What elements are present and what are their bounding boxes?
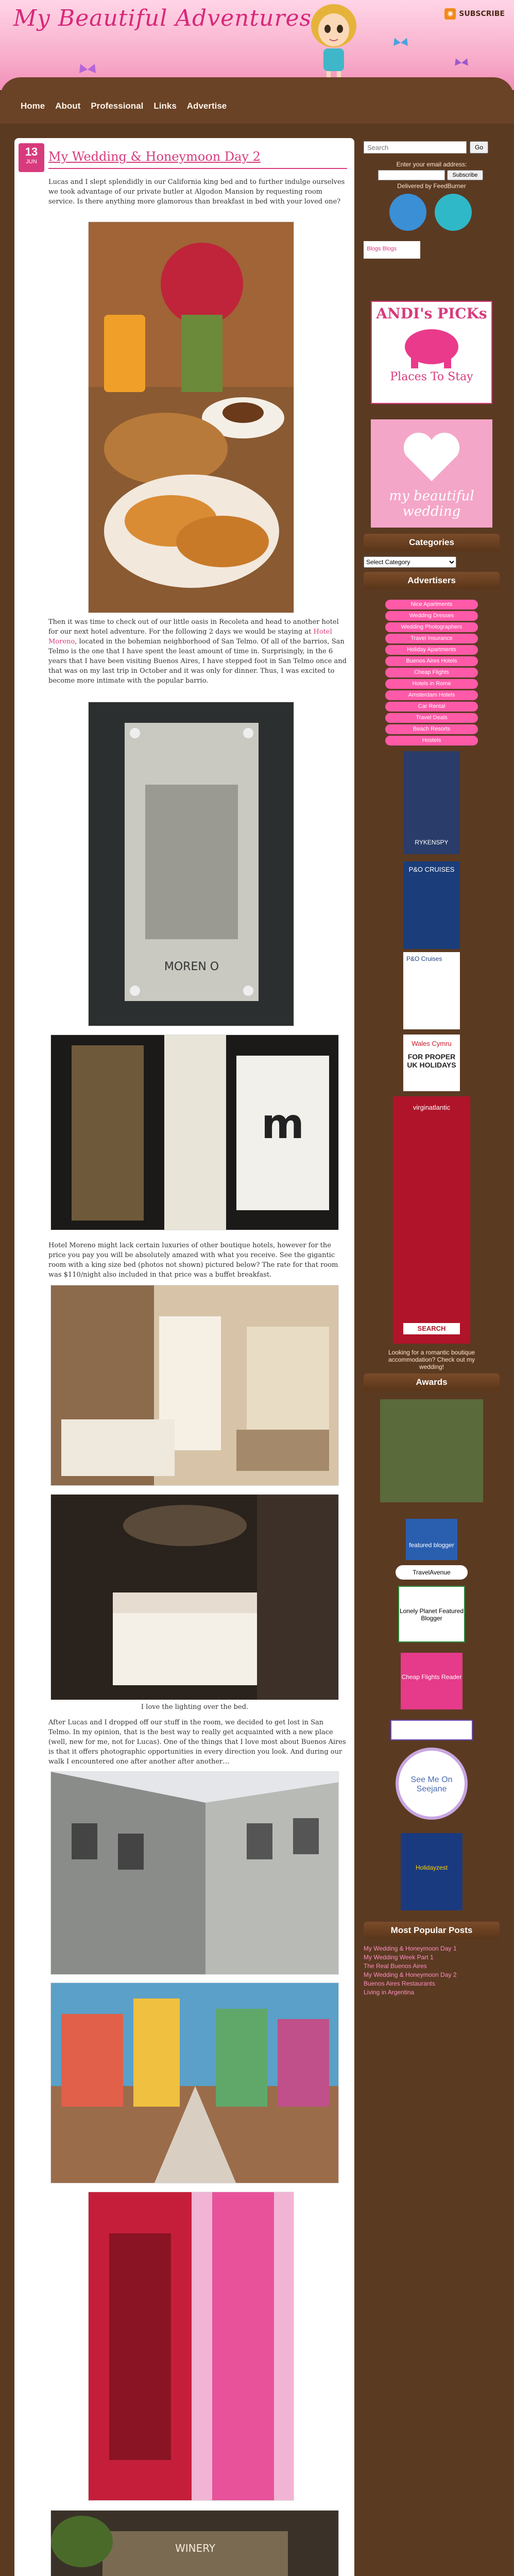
- popular-post-link[interactable]: The Real Buenos Aires: [364, 1962, 427, 1970]
- nav-links[interactable]: Links: [153, 101, 177, 111]
- featured-blogger-badge[interactable]: featured blogger: [406, 1519, 457, 1560]
- andis-picks-widget[interactable]: [371, 301, 492, 404]
- email-form: [378, 170, 483, 180]
- ad-link[interactable]: Car Rental: [385, 702, 478, 711]
- twitter-icon[interactable]: [435, 194, 472, 231]
- popular-posts-heading: Most Popular Posts: [364, 1922, 500, 1939]
- bedroom-illustration: [51, 1495, 339, 1700]
- pink-door-illustration: [89, 2192, 294, 2501]
- nav-advertise[interactable]: Advertise: [186, 101, 227, 111]
- rykenspy-ad[interactable]: RYKENSPY: [403, 751, 460, 854]
- ad-link[interactable]: Cheap Flights: [385, 668, 478, 677]
- post-day: 13: [25, 145, 38, 158]
- post-paragraph-2: [48, 617, 347, 693]
- ad-link[interactable]: Buenos Aires Hotels: [385, 656, 478, 666]
- post-date: [19, 143, 44, 172]
- blogs-badge[interactable]: Blogs Blogs: [364, 241, 420, 259]
- search-form: [364, 141, 488, 154]
- boutique-accommodation-text[interactable]: Looking for a romantic boutique accommodation? Check out my wedding!: [388, 1349, 475, 1370]
- ad-link[interactable]: Hotels in Rome: [385, 679, 478, 689]
- doll-mascot-icon: [304, 3, 364, 90]
- butterfly-icon: [391, 36, 410, 49]
- ad-link[interactable]: Hostels: [385, 736, 478, 745]
- nav-professional[interactable]: Professional: [91, 101, 144, 111]
- butterfly-icon: [77, 62, 98, 77]
- entrance-photo: [50, 1035, 339, 1230]
- building-photo: [50, 1771, 339, 1975]
- title-divider: [48, 168, 347, 169]
- feedburner-credit[interactable]: Delivered by FeedBurner: [397, 182, 466, 190]
- ad-link[interactable]: Beach Resorts: [385, 724, 478, 734]
- rss-icon: ◉: [444, 8, 456, 20]
- ad-link[interactable]: Travel Insurance: [385, 634, 478, 643]
- popular-post-link[interactable]: Buenos Aires Restaurants: [364, 1980, 435, 1987]
- travelavenue-badge[interactable]: TravelAvenue: [396, 1565, 468, 1580]
- winery-illustration: [51, 2511, 339, 2576]
- virgin-atlantic-ad[interactable]: [393, 1096, 470, 1344]
- search-input[interactable]: [364, 141, 467, 154]
- virgin-title: virginatlantic: [413, 1104, 451, 1111]
- winery-photo: [50, 2510, 339, 2576]
- breakfast-photo: [88, 222, 294, 613]
- room-illustration: [51, 1285, 339, 1486]
- post-paragraph-1: Lucas and I slept splendidly in our California king bed and to further indulge ourselves we took advantage of our private butler at Algodon Mansion by requesting room service. Is there anything more glamorous than breakfast in bed with your loved one?: [48, 178, 345, 206]
- po-cruises-text-ad[interactable]: P&O Cruises: [403, 952, 460, 1029]
- popular-post-link[interactable]: My Wedding & Honeymoon Day 1: [364, 1945, 457, 1952]
- p2-pre: Then it was time to check out of our little oasis in Recoleta and head to another hotel for our next hotel adventure. For the following 2 days we would be staying at: [48, 618, 339, 636]
- p2-post: , located in the bohemian neighborhood of San Telmo. Of all of the barrios, San Telmo is the one that I have spent the least amount of time in. Surprisingly, in the 6 years that I have been visiting Buenos Aires, I have stepped foot in San Telmo once and that was on my last trip in October and it was only for dinner. Thus, I was excited to become more intimate with the popular barrio.: [48, 638, 347, 685]
- nav-about[interactable]: About: [55, 101, 81, 111]
- post-month: JUN: [26, 159, 37, 165]
- awards-heading: Awards: [364, 1374, 500, 1391]
- hotel-sign-illustration: [89, 702, 294, 1026]
- main-nav: [21, 101, 227, 111]
- breakfast-illustration: [89, 222, 294, 613]
- wales-subtitle: FOR PROPER UK HOLIDAYS: [407, 1053, 456, 1069]
- advertisers-heading: Advertisers: [364, 572, 500, 589]
- ad-link[interactable]: Travel Deals: [385, 713, 478, 723]
- search-button[interactable]: Go: [470, 141, 488, 154]
- hotel-sign-photo: [88, 702, 294, 1026]
- subscribe-label: SUBSCRIBE: [459, 10, 505, 18]
- email-label: Enter your email address:: [396, 161, 467, 168]
- subscribe-link[interactable]: [444, 8, 505, 20]
- wales-ad[interactable]: [403, 1035, 460, 1091]
- nav-home[interactable]: Home: [21, 101, 45, 111]
- hotel-moreno-link[interactable]: Hotel Moreno: [48, 628, 332, 646]
- ad-link[interactable]: Nice Apartments: [385, 600, 478, 609]
- po-cruises-ad[interactable]: P&O CRUISES: [403, 861, 460, 949]
- room-photo: [50, 1285, 339, 1486]
- wales-title: Wales Cymru: [412, 1040, 452, 1047]
- popular-post-link[interactable]: My Wedding & Honeymoon Day 2: [364, 1971, 457, 1978]
- mural-photo: [50, 1982, 339, 2183]
- categories-select[interactable]: [364, 556, 456, 568]
- pink-door-photo: [88, 2192, 294, 2501]
- elephant-icon: [396, 322, 468, 368]
- svg-text:m: m: [261, 1100, 304, 1148]
- ad-link[interactable]: Holiday Apartments: [385, 645, 478, 655]
- trail-award-image[interactable]: [380, 1399, 483, 1502]
- site-logo[interactable]: My Beautiful Adventures: [13, 5, 312, 31]
- cheap-flights-badge[interactable]: Cheap Flights Reader: [401, 1653, 462, 1709]
- wedding-widget[interactable]: [371, 419, 492, 528]
- butterfly-icon: [453, 57, 470, 69]
- email-field[interactable]: [378, 170, 445, 180]
- categories-heading: Categories: [364, 534, 500, 551]
- bedroom-photo: [50, 1494, 339, 1700]
- facebook-icon[interactable]: [389, 194, 426, 231]
- post-title[interactable]: My Wedding & Honeymoon Day 2: [48, 149, 261, 164]
- building-illustration: [51, 1772, 339, 1975]
- entrance-illustration: [51, 1035, 339, 1230]
- virgin-search-button[interactable]: SEARCH: [403, 1323, 460, 1334]
- subscribe-button[interactable]: Subscribe: [447, 170, 483, 180]
- sign-text: MOREN O: [164, 960, 219, 973]
- post-paragraph-3: Hotel Moreno might lack certain luxuries of other boutique hotels, however for the price you pay you will be absolutely amazed with what you receive. See the gigantic room with a king size bed (photos not shown) pictured below? The rate for that room was $110/night also included in that price was a buffet breakfast.: [48, 1242, 338, 1279]
- ad-link[interactable]: Wedding Photographers: [385, 622, 478, 632]
- post-content: [14, 138, 354, 2576]
- mural-illustration: [51, 1983, 339, 2183]
- andis-picks-title: ANDI's PICKs: [376, 305, 487, 322]
- ad-link[interactable]: Wedding Dresses: [385, 611, 478, 621]
- winery-label: WINERY: [175, 2542, 216, 2554]
- heart-icon: [401, 430, 462, 486]
- award-banner[interactable]: [390, 1720, 473, 1740]
- ad-link[interactable]: Amsterdam Hotels: [385, 690, 478, 700]
- andis-picks-subtitle: Places To Stay: [390, 370, 473, 383]
- lonely-planet-badge[interactable]: Lonely Planet Featured Blogger: [398, 1586, 465, 1642]
- seejane-badge[interactable]: See Me On Seejane: [396, 1748, 468, 1820]
- header: [0, 0, 514, 90]
- wedding-text: my beautiful wedding: [389, 488, 474, 519]
- popular-post-link[interactable]: Living in Argentina: [364, 1989, 415, 1996]
- photo-caption: I love the lighting over the bed.: [141, 1703, 249, 1711]
- holidayzest-badge[interactable]: Holidayzest: [401, 1833, 462, 1910]
- handbag-banner: [0, 77, 514, 124]
- popular-post-link[interactable]: My Wedding Week Part 1: [364, 1954, 434, 1961]
- post-paragraph-4: After Lucas and I dropped off our stuff in the room, we decided to get lost in San Telmo. In my opinion, that is the best way to really get acquainted with a new place (well, new for me, not for Lucas). One of the things that I love most about Buenos Aires is that it offers photographic opportunities in every direction you look. And during our walk I encountered one after another after another…: [48, 1719, 346, 1766]
